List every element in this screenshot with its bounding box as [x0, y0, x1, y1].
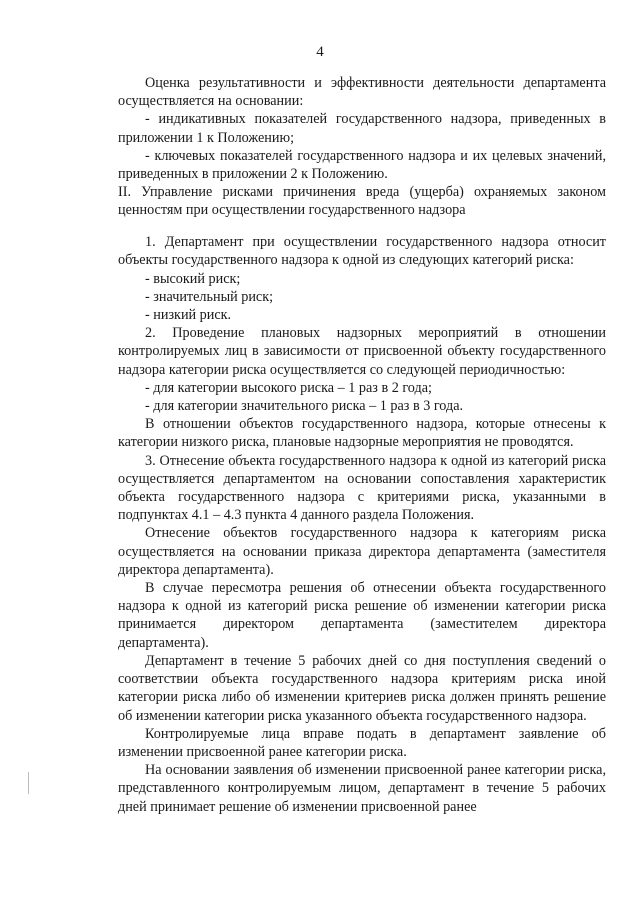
page-number: 4	[316, 44, 324, 60]
key-indicator-item: - ключевых показателей государственного надзора и их целевых значений, приведенных в приложении 2 к Положению.	[118, 147, 606, 183]
risk-category-high: - высокий риск;	[145, 270, 241, 287]
application-paragraph: Контролируемые лица вправе подать в департамент заявление об изменении присвоенной ранее категории риска.	[118, 725, 606, 760]
indicator-item: - индикативных показателей государственного надзора, приведенных в приложении 1 к Положению;	[118, 111, 606, 146]
revision-paragraph: В случае пересмотра решения об отнесении объекта государственного надзора к одной из категорий риска решение об изменении категории риска принимается директором департамента (заместителем директора департамента).	[118, 580, 606, 651]
period-high-risk: - для категории высокого риска – 1 раз в 2 года;	[145, 379, 432, 396]
order-paragraph: Отнесение объектов государственного надзора к категориям риска осуществляется на основании приказа директора департамента (заместителя директора департамента).	[118, 525, 606, 578]
period-significant-risk: - для категории значительного риска – 1 раз в 3 года.	[145, 398, 464, 415]
low-risk-paragraph: В отношении объектов государственного надзора, которые отнесены к категории низкого риска, плановые надзорные мероприятия не проводятся.	[118, 416, 606, 451]
scan-margin-mark	[28, 772, 29, 794]
five-days-paragraph: Департамент в течение 5 рабочих дней со дня поступления сведений о соответствии объекта государственного надзора критериям риска иной категории риска либо об изменении критериев риска должен принять решение об изменении категории риска указанного объекта государственного надзора.	[118, 652, 606, 724]
document-body	[118, 74, 606, 816]
clause-2: 2. Проведение плановых надзорных мероприятий в отношении контролируемых лиц в зависимости от присвоенной объекту государственного надзора категории риска осуществляется со следующей периодичностью:	[118, 325, 606, 378]
section-heading: II. Управление рисками причинения вреда (ущерба) охраняемых законом ценностям при осуществлении государственного надзора	[118, 184, 606, 219]
decision-paragraph: На основании заявления об изменении присвоенной ранее категории риска, представленного контролируемым лицом, департамент в течение 5 рабочих дней принимает решение об изменении присвоенной ранее	[118, 762, 606, 815]
risk-category-significant: - значительный риск;	[145, 288, 274, 305]
inspection-period-list	[118, 379, 606, 415]
intro-paragraph: Оценка результативности и эффективности деятельности департамента осуществляется на основании:	[118, 75, 606, 110]
risk-category-low: - низкий риск.	[145, 307, 232, 324]
clause-3: 3. Отнесение объекта государственного надзора к одной из категорий риска осуществляется департаментом на основании сопоставления характеристик объекта государственного надзора с критериями риска, указанными в подпунктах 4.1 – 4.3 пункта 4 данного раздела Положения.	[118, 452, 606, 524]
clause-1: 1. Департамент при осуществлении государственного надзора относит объекты государственного надзора к одной из следующих категорий риска:	[118, 234, 606, 269]
risk-category-list	[118, 270, 606, 325]
